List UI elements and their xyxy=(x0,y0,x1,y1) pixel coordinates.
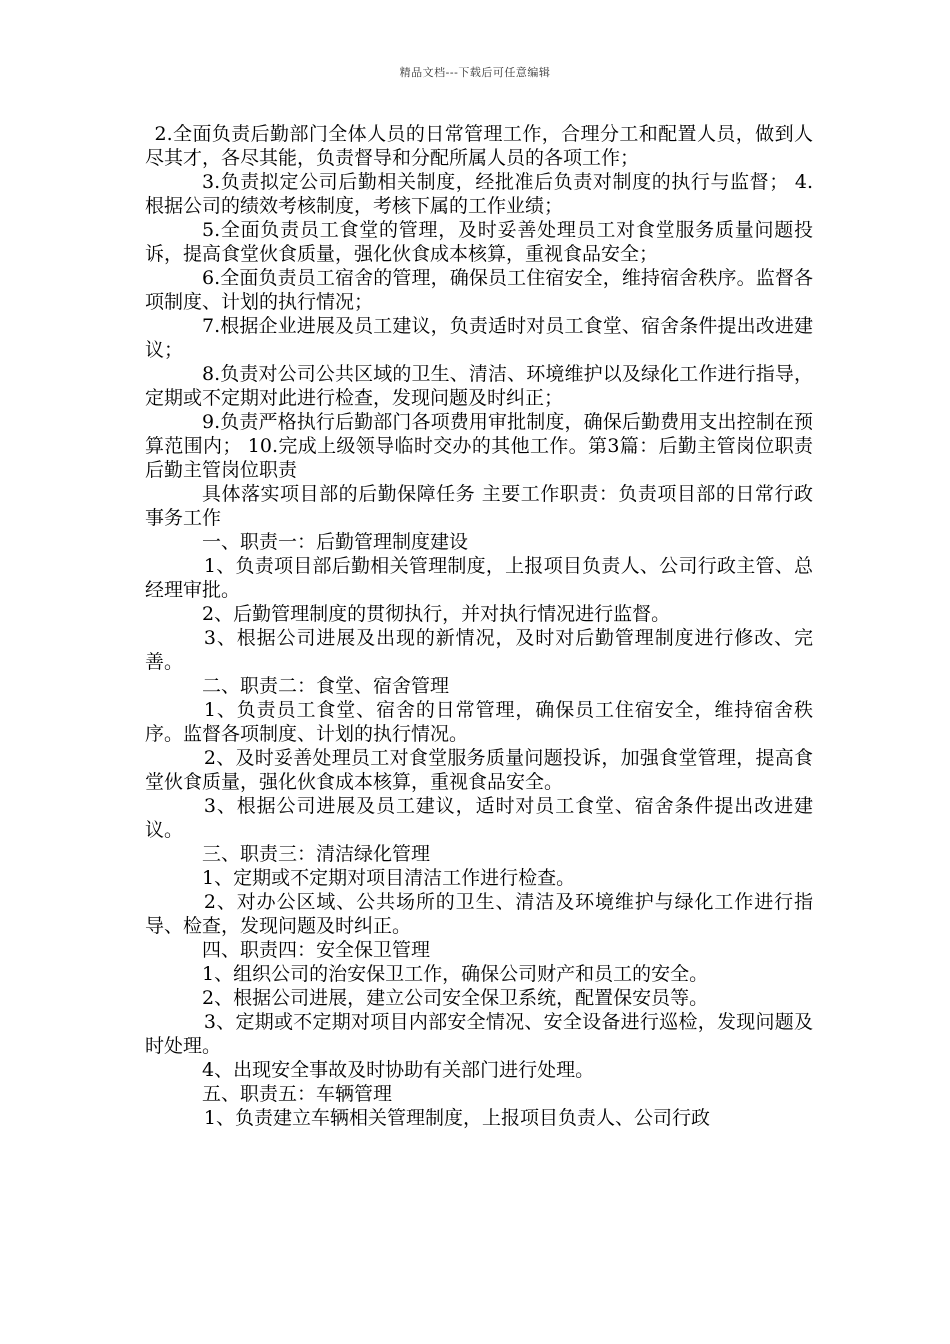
paragraph: 4、出现安全事故及时协助有关部门进行处理。 xyxy=(202,1059,595,1081)
paragraph: 具体落实项目部的后勤保障任务 主要工作职责：负责项目部的日常行政事务工作 xyxy=(145,483,813,529)
section-heading: 三、职责三：清洁绿化管理 xyxy=(202,843,431,865)
paragraph: 1、负责项目部后勤相关管理制度，上报项目负责人、公司行政主管、总经理审批。 xyxy=(145,555,813,601)
paragraph: 3、根据公司进展及出现的新情况，及时对后勤管理制度进行修改、完善。 xyxy=(145,627,813,673)
section-heading: 二、职责二：食堂、宿舍管理 xyxy=(202,675,450,697)
paragraph: 2、后勤管理制度的贯彻执行，并对执行情况进行监督。 xyxy=(202,603,671,625)
paragraph: 3、根据公司进展及员工建议，适时对员工食堂、宿舍条件提出改进建议。 xyxy=(145,795,813,841)
paragraph: 7.根据企业进展及员工建议，负责适时对员工食堂、宿舍条件提出改进建议； xyxy=(145,315,813,361)
paragraph: 3.负责拟定公司后勤相关制度，经批准后负责对制度的执行与监督； 4.根据公司的绩效考核制度，考核下属的工作业绩； xyxy=(145,171,813,217)
paragraph: 1、定期或不定期对项目清洁工作进行检查。 xyxy=(202,867,576,889)
paragraph: 2.全面负责后勤部门全体人员的日常管理工作，合理分工和配置人员，做到人尽其才，各尽其能，负责督导和分配所属人员的各项工作； xyxy=(145,123,813,169)
paragraph: 1、负责员工食堂、宿舍的日常管理，确保员工住宿安全，维持宿舍秩序。监督各项制度、计划的执行情况。 xyxy=(145,699,813,745)
paragraph: 2、根据公司进展，建立公司安全保卫系统，配置保安员等。 xyxy=(202,987,709,1009)
paragraph: 1、组织公司的治安保卫工作，确保公司财产和员工的安全。 xyxy=(202,963,709,985)
section-heading: 四、职责四：安全保卫管理 xyxy=(202,939,431,961)
paragraph: 2、及时妥善处理员工对食堂服务质量问题投诉，加强食堂管理，提高食堂伙食质量，强化伙食成本核算，重视食品安全。 xyxy=(145,747,813,793)
paragraph: 1、负责建立车辆相关管理制度，上报项目负责人、公司行政 xyxy=(203,1107,710,1129)
paragraph: 3、定期或不定期对项目内部安全情况、安全设备进行巡检，发现问题及时处理。 xyxy=(145,1011,813,1057)
section-heading: 五、职责五：车辆管理 xyxy=(202,1083,393,1105)
paragraph: 9.负责严格执行后勤部门各项费用审批制度，确保后勤费用支出控制在预算范围内； 10.完成上级领导临时交办的其他工作。第3篇：后勤主管岗位职责后勤主管岗位职责 xyxy=(145,411,813,481)
paragraph: 5.全面负责员工食堂的管理，及时妥善处理员工对食堂服务质量问题投诉，提高食堂伙食质量，强化伙食成本核算，重视食品安全； xyxy=(145,219,813,265)
page-header: 精品文档---下载后可任意编辑 xyxy=(399,66,551,79)
section-heading: 一、职责一：后勤管理制度建设 xyxy=(202,531,469,553)
paragraph: 6.全面负责员工宿舍的管理，确保员工住宿安全，维持宿舍秩序。监督各项制度、计划的执行情况； xyxy=(145,267,813,313)
document-body xyxy=(145,122,813,1130)
paragraph: 8.负责对公司公共区域的卫生、清洁、环境维护以及绿化工作进行指导，定期或不定期对此进行检查，发现问题及时纠正； xyxy=(145,363,813,409)
paragraph: 2、对办公区域、公共场所的卫生、清洁及环境维护与绿化工作进行指导、检查，发现问题及时纠正。 xyxy=(145,891,813,937)
